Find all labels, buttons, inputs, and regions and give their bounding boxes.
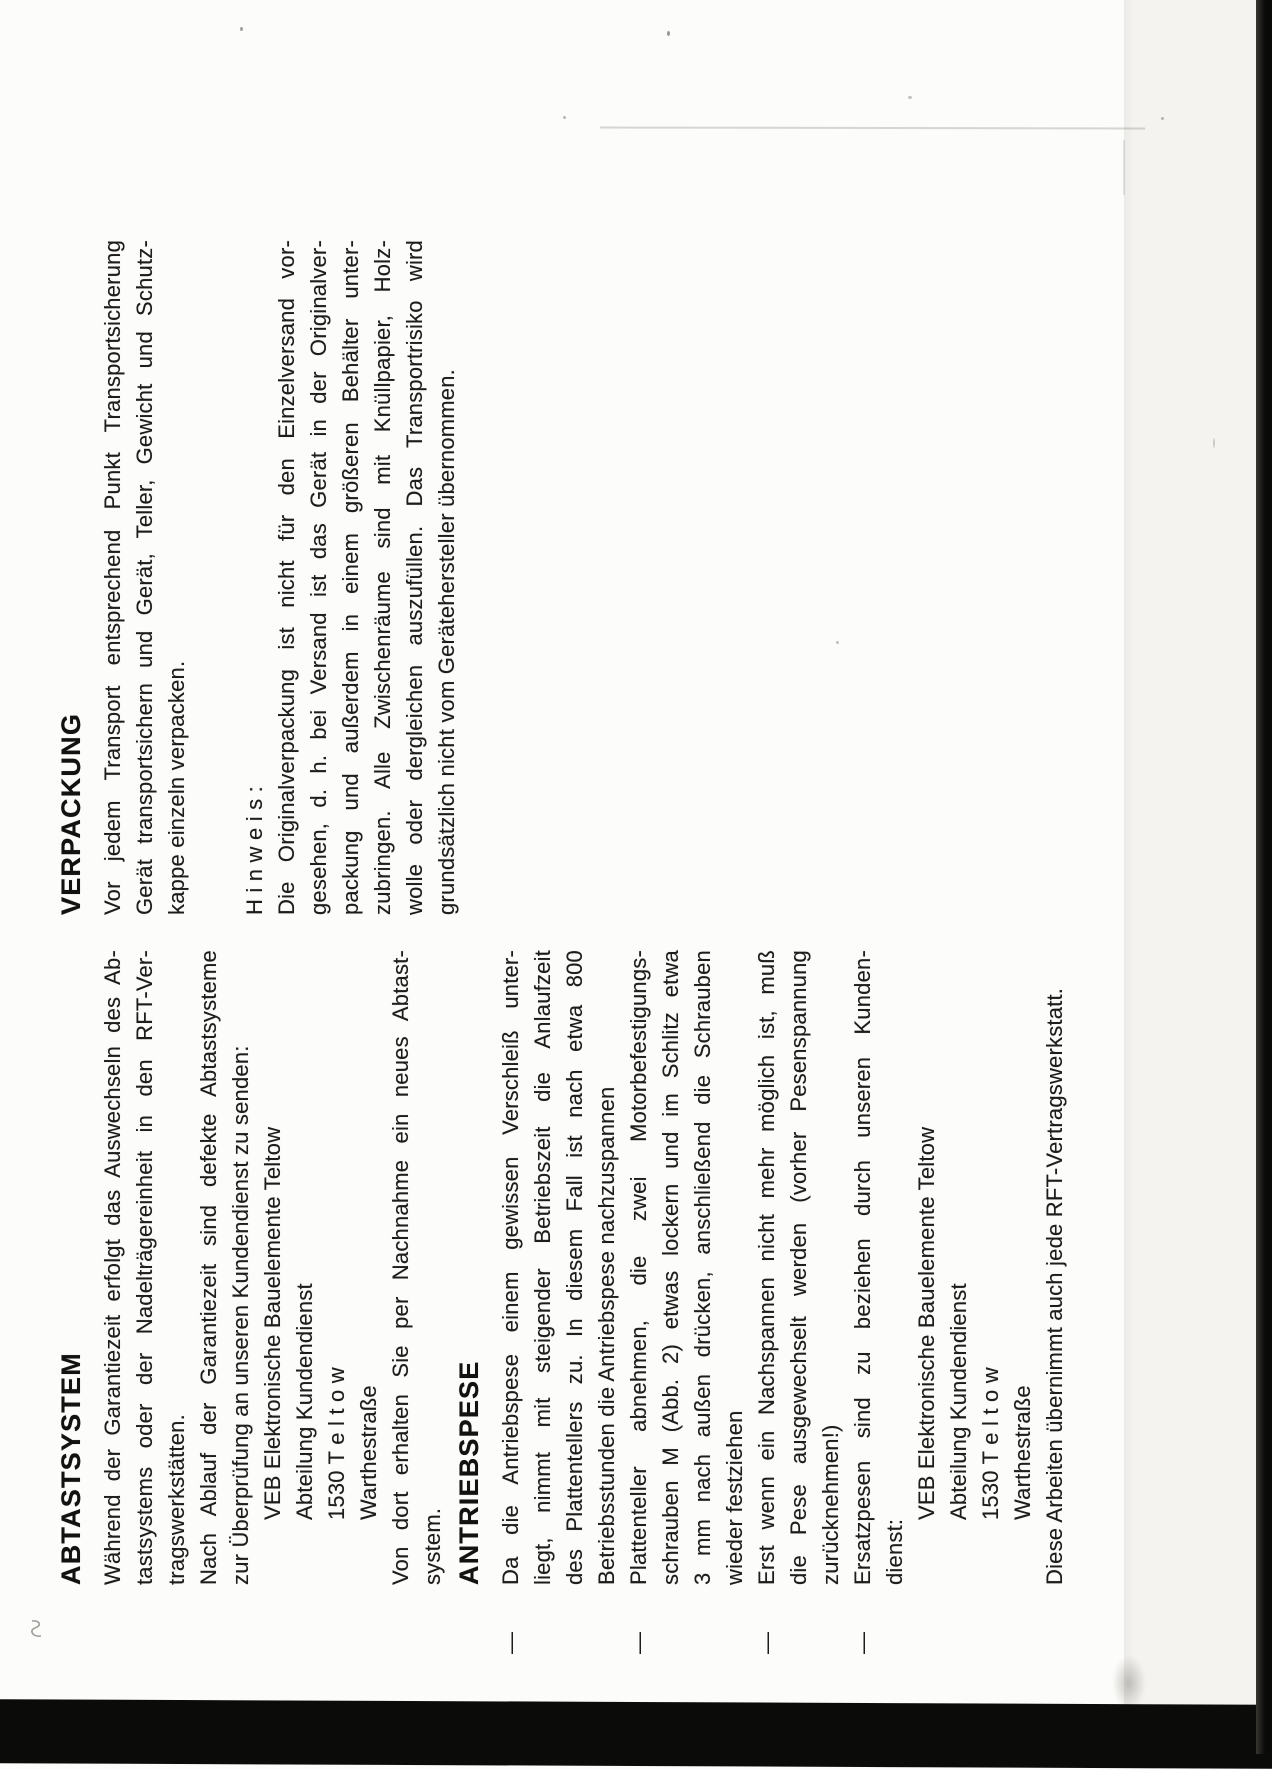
text-line: zubringen. Alle Zwischenräume sind mit Knüllpapier, Holz- [370,240,395,915]
text-line: tastsystems oder der Nadelträgereinheit in den RFT-Ver- [132,950,157,1585]
text-line: tragswerkstätten. [164,1414,189,1585]
column-left [55,950,1071,1654]
bullet-item [751,950,847,1654]
text-line: Erst wenn ein Nachspannen nicht mehr möglich ist, muß [754,950,779,1585]
bullet-item [847,950,911,1654]
text-line: Von dort erhalten Sie per Nachnahme ein neues Abtast- [388,950,413,1585]
text-line: die Pese ausgewechselt werden (vorher Pesenspannung [786,950,811,1585]
text-line: grundsätzlich nicht vom Gerätehersteller übernommen. [434,369,459,915]
text-line: Plattenteller abnehmen, die zwei Motorbefestigungs- [626,950,651,1585]
bullet-item [495,950,623,1654]
text-line: dienst: [882,1518,907,1585]
text-line: gesehen, d. h. bei Versand ist das Gerät in der Originalver- [306,240,331,915]
address-line: Warthestraße [1010,1385,1035,1520]
text-line: des Plattentellers zu. In diesem Fall ist nach etwa 800 [562,950,587,1585]
section-heading-antriebspese: ANTRIEBSPESE [454,1360,484,1585]
text-line: Nach Ablauf der Garantiezeit sind defekte Abtastsysteme [196,950,221,1585]
closing-line: Diese Arbeiten übernimmt auch jede RFT-Vertragswerkstatt. [1042,987,1067,1585]
address-line: VEB Elektronische Bauelemente Teltow [260,1126,285,1520]
section-heading-abtastsystem: ABTASTSYSTEM [56,1352,86,1585]
bullet-dash: — [850,1632,875,1654]
text-line: liegt, nimmt mit steigender Betriebszeit die Anlaufzeit [530,950,555,1585]
scan-black-band-bottom [0,1699,1272,1769]
text-line: wieder festziehen [722,1410,747,1585]
bullet-dash: — [626,1632,651,1654]
column-right [55,240,463,915]
bullet-dash: — [498,1632,523,1654]
text-line: 3 mm nach außen drücken, anschließend die Schrauben [690,950,715,1585]
address-line: VEB Elektronische Bauelemente Teltow [914,1126,939,1520]
address-line: Warthestraße [356,1385,381,1520]
text-line: Betriebsstunden die Antriebspese nachzuspannen [594,1086,619,1585]
address-line: Abteilung Kundendienst [946,1283,971,1520]
text-line: kappe einzeln verpacken. [164,660,189,915]
text-line: Gerät transportsichern und Gerät, Teller, Gewicht und Schutz- [132,240,157,915]
text-line: packung und außerdem in einem größeren Behälter unter- [338,240,363,915]
text-line: system. [420,1507,445,1585]
address-line: 1530 T e l t o w [978,1367,1003,1520]
address-line: Abteilung Kundendienst [292,1283,317,1520]
text-line: wolle oder dergleichen auszufüllen. Das Transportrisiko wird [402,240,427,915]
text-line: Die Originalverpackung ist nicht für den Einzelversand vor- [274,240,299,915]
bullet-dash: — [754,1632,779,1654]
text-line: Da die Antriebspese einem gewissen Verschleiß unter- [498,950,523,1585]
text-line: zurücknehmen!) [818,1424,843,1585]
bullet-item [623,950,751,1654]
scan-black-strip-right [1256,0,1272,1754]
hinweis-label: H i n w e i s : [242,786,267,915]
text-line: zur Überprüfung an unseren Kundendienst zu senden: [228,1045,253,1585]
text-line: Ersatzpesen sind zu beziehen durch unseren Kunden- [850,950,875,1585]
text-line: schrauben M (Abb. 2) etwas lockern und im Schlitz etwa [658,950,683,1585]
text-line: Während der Garantiezeit erfolgt das Auswechseln des Ab- [100,950,125,1585]
address-line: 1530 T e l t o w [324,1367,349,1520]
text-line: Vor jedem Transport entsprechend Punkt Transportsicherung [100,240,125,915]
section-heading-verpackung: VERPACKUNG [56,712,86,915]
